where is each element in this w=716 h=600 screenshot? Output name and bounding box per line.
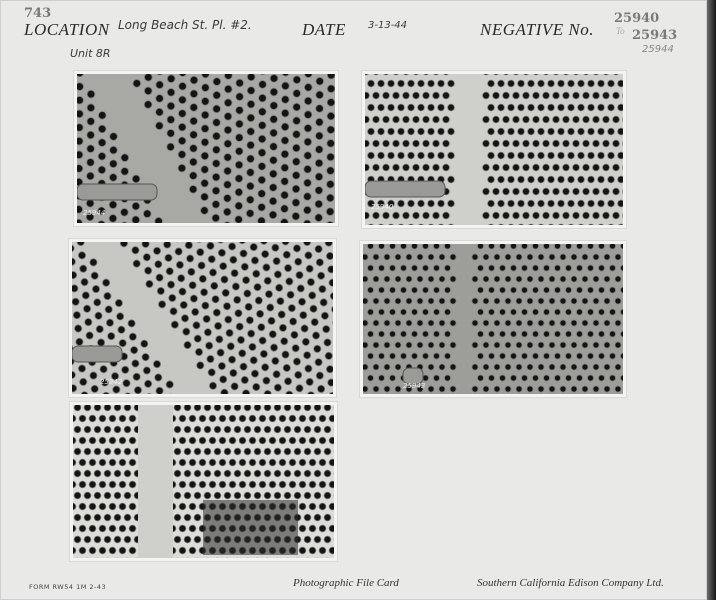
location-label: LOCATION bbox=[24, 20, 110, 39]
unit-label: Unit 8R bbox=[70, 47, 111, 60]
card-edge-shadow bbox=[707, 0, 716, 600]
tube-sheet-image bbox=[363, 244, 623, 394]
photo-4 bbox=[363, 244, 623, 394]
negative-extra: 25944 bbox=[642, 44, 674, 55]
negative-number: 25942 bbox=[100, 378, 123, 386]
footer-right: Southern California Edison Company Ltd. bbox=[477, 577, 664, 589]
photo-3 bbox=[72, 242, 333, 394]
tube-sheet-image bbox=[72, 242, 333, 394]
negative-from: 25940 bbox=[614, 11, 660, 26]
photo-5 bbox=[73, 405, 334, 558]
negative-to: 25943 bbox=[632, 28, 678, 43]
tube-sheet-image bbox=[73, 405, 334, 558]
photo-1 bbox=[77, 74, 335, 223]
location-value: Long Beach St. Pl. #2. bbox=[118, 18, 252, 32]
date-value: 3-13-44 bbox=[368, 20, 408, 31]
tube-sheet-image bbox=[365, 74, 623, 225]
tube-sheet-image bbox=[77, 74, 335, 223]
footer-center: Photographic File Card bbox=[293, 577, 399, 589]
photo-2 bbox=[365, 74, 623, 225]
negative-number: 25943 bbox=[403, 382, 426, 390]
corner-number: 743 bbox=[24, 6, 52, 21]
form-code: FORM RW54 1M 2-43 bbox=[29, 583, 107, 591]
negative-label: NEGATIVE No. bbox=[480, 20, 594, 39]
negative-to-word: To bbox=[616, 26, 625, 36]
negative-number: 25944 bbox=[83, 209, 106, 217]
negative-number: 25940 bbox=[371, 203, 394, 211]
date-label: DATE bbox=[302, 20, 346, 39]
